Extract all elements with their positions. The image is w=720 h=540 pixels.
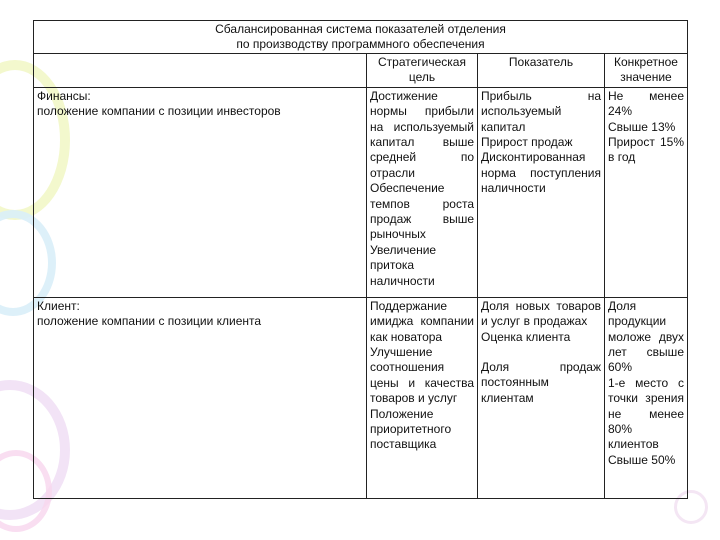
indicator-item: Дисконтированная норма поступления наличности bbox=[481, 150, 601, 196]
header-target-value: Конкретное значение bbox=[605, 54, 688, 88]
goal-item: Улучшение соотношения цены и качества товаров и услуг bbox=[370, 345, 474, 406]
indicator-item: Доля новых товаров и услуг в продажах bbox=[481, 298, 601, 329]
indicator-cell bbox=[478, 297, 605, 498]
table-row bbox=[34, 87, 688, 297]
value-item: Доля продукции моложе двух лет свыше 60% bbox=[608, 298, 684, 375]
strategic-goal-cell bbox=[367, 297, 478, 498]
value-item: Прирост 15% в год bbox=[608, 135, 684, 165]
table-row bbox=[34, 297, 688, 498]
goal-item: Увеличение притока наличности bbox=[370, 242, 437, 288]
goal-item: Положение приоритетного поставщика bbox=[370, 406, 452, 452]
perspective-cell bbox=[34, 297, 367, 498]
perspective-cell bbox=[34, 87, 367, 297]
value-item: Свыше 50% bbox=[608, 452, 676, 467]
perspective-name: Клиент: bbox=[37, 298, 80, 313]
indicator-item: Прирост продаж bbox=[481, 135, 573, 150]
target-value-cell bbox=[605, 87, 688, 297]
goal-item: Обеспечение темпов роста продаж выше рыночных bbox=[370, 181, 474, 242]
header-indicator: Показатель bbox=[478, 54, 605, 88]
value-item: 1-е место с точки зрения не менее 80% клиентов bbox=[608, 375, 684, 452]
value-item: Свыше 13% bbox=[608, 119, 676, 134]
value-item: Не менее 24% bbox=[608, 88, 684, 119]
balanced-scorecard-table bbox=[33, 20, 688, 499]
indicator-cell bbox=[478, 87, 605, 297]
header-strategic-goal: Стратегическая цель bbox=[367, 54, 478, 88]
indicator-item: Доля продаж постоянным клиентам bbox=[481, 360, 601, 405]
header-empty-cell bbox=[34, 54, 367, 88]
table-title bbox=[34, 21, 688, 54]
title-line-1: Сбалансированная система показателей отделения bbox=[215, 22, 506, 36]
perspective-description: положение компании с позиции клиента bbox=[37, 314, 262, 329]
indicator-item: Прибыль на используемый капитал bbox=[481, 88, 601, 134]
perspective-description: положение компании с позиции инвесторов bbox=[37, 104, 281, 119]
target-value-cell bbox=[605, 297, 688, 498]
goal-item: Достижение нормы прибыли на используемый капитал выше средней по отрасли bbox=[370, 88, 474, 180]
strategic-goal-cell bbox=[367, 87, 478, 297]
indicator-item: Оценка клиента bbox=[481, 329, 571, 344]
title-line-2: по производству программного обеспечения bbox=[236, 37, 485, 51]
goal-item: Поддержание имиджа компании как новатора bbox=[370, 298, 474, 344]
perspective-name: Финансы: bbox=[37, 88, 91, 103]
